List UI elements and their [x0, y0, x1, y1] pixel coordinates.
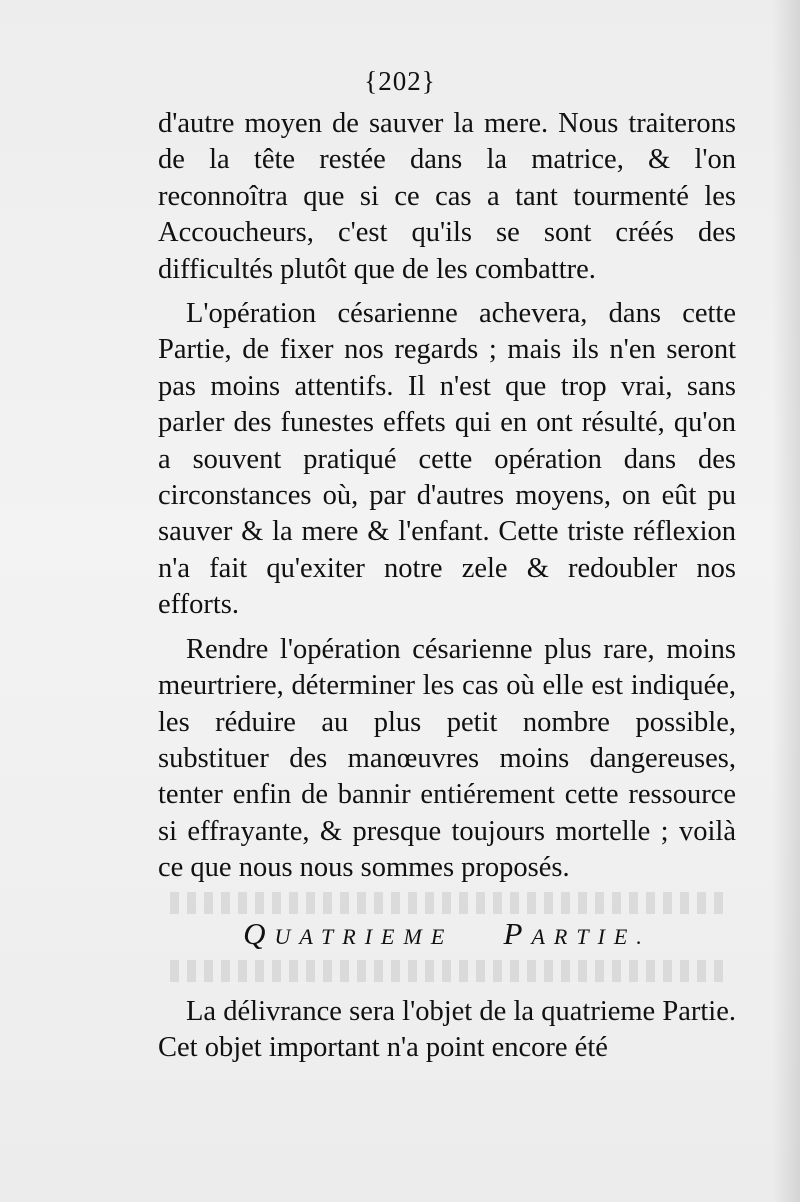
heading-initial-p: P	[503, 916, 532, 951]
closing-text	[158, 994, 736, 1067]
section-heading	[158, 916, 736, 952]
heading-initial-q: Q	[243, 916, 275, 951]
show-through-text	[170, 892, 730, 914]
paragraph-cesarean: L'opération césarienne achevera, dans cette Partie, de fixer nos regards ; mais ils n'en seront pas moins attentifs. Il n'est que trop vrai, sans parler des funestes effets qui en ont résulté, qu'on a souvent pratiqué cette opération dans des circonstances où, par d'autres moyens, on eût pu sauver & la mere & l'enfant. Cette triste réflexion n'a fait qu'exiter notre zele & redoubler nos efforts.	[158, 298, 736, 621]
page-number: {202}	[364, 66, 436, 96]
paragraph-delivrance: La délivrance sera l'objet de la quatrieme Partie. Cet objet important n'a point encore été	[158, 996, 736, 1064]
paragraph-continuation: d'autre moyen de sauver la mere. Nous traiterons de la tête restée dans la matrice, & l'on reconnoîtra que si ce cas a tant tourmenté les Accoucheurs, c'est qu'ils se sont créés des difficultés plutôt que de les combattre.	[158, 108, 736, 285]
heading-word-partie: ARTIE.	[531, 924, 651, 949]
body-text	[158, 106, 736, 895]
heading-word-quatrieme: UATRIEME	[274, 924, 454, 949]
paragraph-goals: Rendre l'opération césarienne plus rare, moins meurtriere, déterminer les cas où elle est indiquée, les réduire au plus petit nombre possible, substituer des manœuvres moins dangereuses, tenter enfin de bannir entiérement cette ressource si effrayante, & presque toujours mortelle ; voilà ce que nous nous sommes proposés.	[158, 633, 736, 884]
page-edge-shadow	[772, 0, 800, 1202]
show-through-text	[170, 960, 730, 982]
